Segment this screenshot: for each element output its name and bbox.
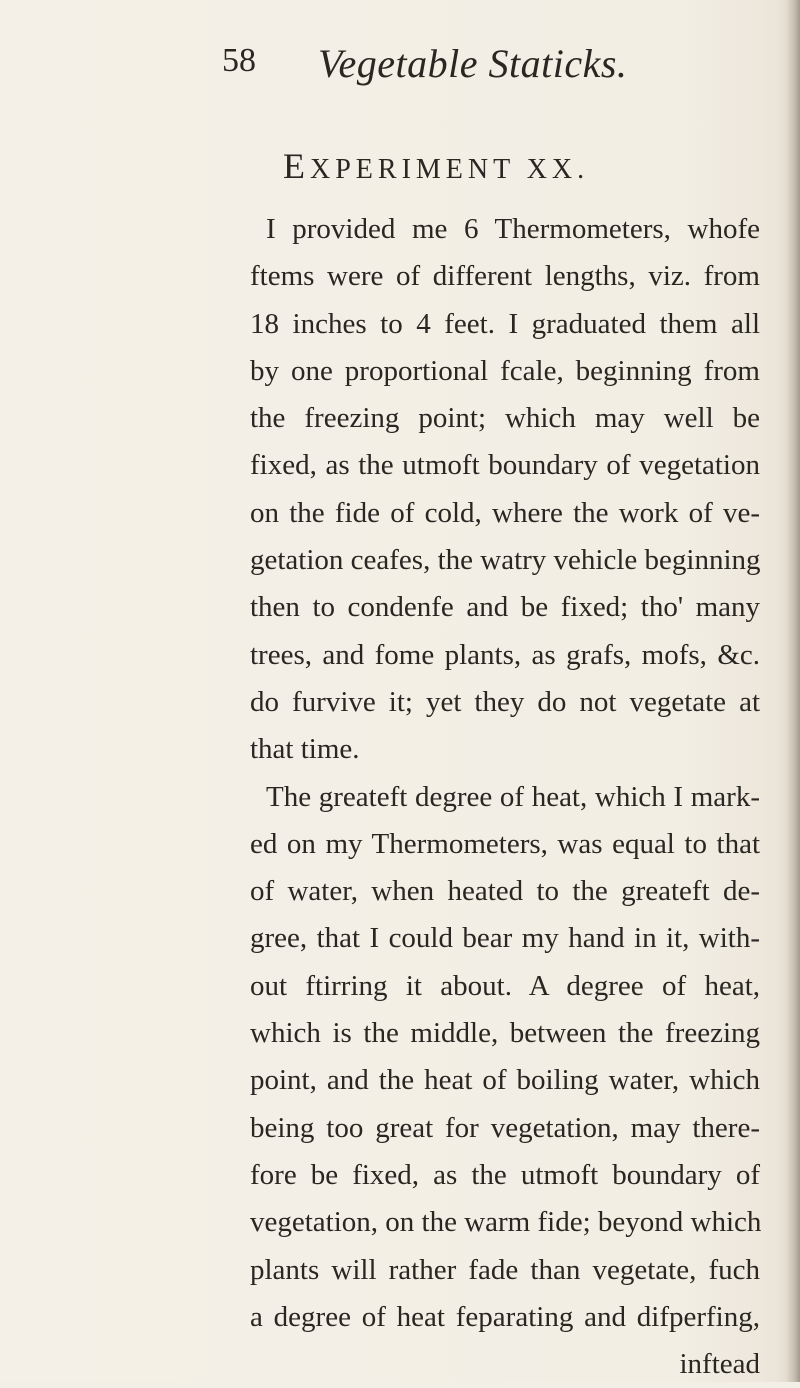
text-line: that time.: [250, 733, 360, 766]
text-line: do furvive it; yet they do not vegetate at: [250, 685, 760, 718]
text-line: the freezing point; which may well be: [250, 402, 760, 435]
section-heading: [283, 145, 589, 187]
body-text: [250, 206, 760, 1388]
text-line: by one proportional fcale, beginning from: [250, 354, 760, 387]
text-line: point, and the heat of boiling water, which: [250, 1064, 760, 1097]
text-line: out ftirring it about. A degree of heat,: [250, 969, 760, 1002]
catchword: inftead: [679, 1348, 760, 1381]
text-line: I provided me 6 Thermometers, whofe: [266, 213, 760, 245]
text-line: gree, that I could bear my hand in it, with-: [250, 922, 760, 955]
text-line: 18 inches to 4 feet. I graduated them all: [250, 307, 760, 340]
running-title: Vegetable Staticks.: [318, 41, 628, 86]
section-heading-initial: E: [283, 146, 310, 186]
text-line: then to condenfe and be fixed; tho' many: [250, 591, 760, 624]
text-line: plants will rather fade than vegetate, fuch: [250, 1253, 760, 1286]
page-number: 58: [222, 42, 256, 79]
text-line: being too great for vegetation, may there-: [250, 1111, 760, 1144]
text-line: of water, when heated to the greateft de-: [250, 875, 760, 908]
text-line: which is the middle, between the freezing: [250, 1017, 760, 1050]
text-line: trees, and fome plants, as grafs, mofs, &c.: [250, 638, 760, 671]
page-edge-shadow: [786, 0, 800, 1382]
text-line: on the fide of cold, where the work of ve-: [250, 496, 760, 529]
text-line: ed on my Thermometers, was equal to that: [250, 827, 760, 860]
text-line: fixed, as the utmoft boundary of vegetation: [250, 449, 760, 482]
text-line: vegetation, on the warm fide; beyond which: [250, 1206, 762, 1239]
text-line: The greateft degree of heat, which I mark-: [266, 780, 760, 813]
section-heading-rest: XPERIMENT XX.: [310, 154, 590, 185]
text-line: fore be fixed, as the utmoft boundary of: [250, 1158, 760, 1191]
text-line: getation ceafes, the watry vehicle beginning: [250, 544, 761, 577]
text-line: a degree of heat feparating and difperfing,: [250, 1300, 760, 1333]
text-line: ftems were of different lengths, viz. from: [250, 260, 760, 293]
